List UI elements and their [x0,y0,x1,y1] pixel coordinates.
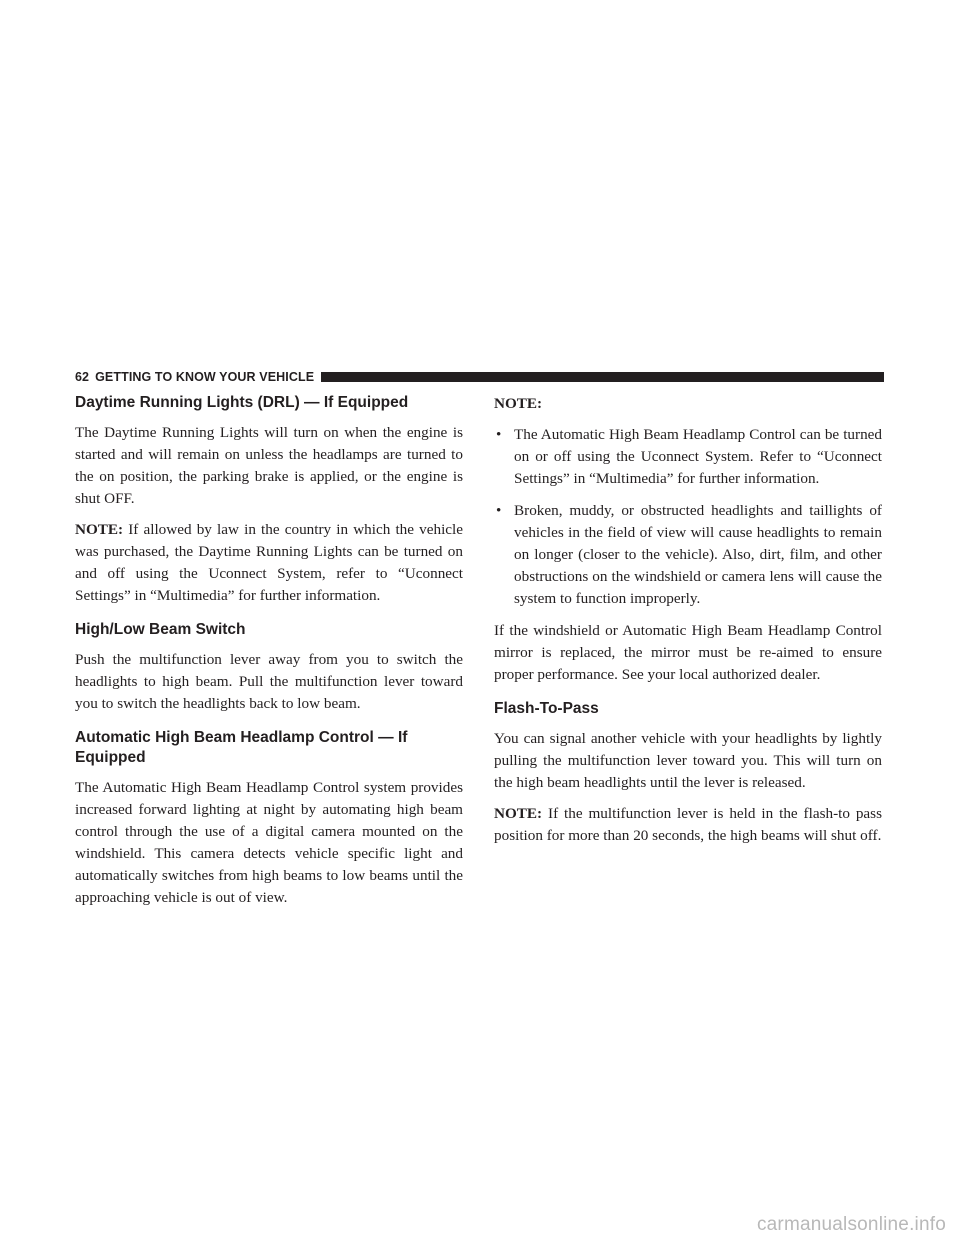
right-column [494,393,882,856]
bullet-text: Broken, muddy, or obstructed headlights and taillights of vehicles in the field of view will cause headlights to remain on longer (closer to the vehicle). Also, dirt, film, and other obstructions on the windshield or camera lens will cause the system to function improperly. [514,502,882,607]
list-item [494,424,882,490]
flash-to-pass-body: You can signal another vehicle with your headlights by lightly pulling the multifunction lever toward you. This will turn on the high beam headlights until the lever is released. [494,730,882,791]
note-heading: NOTE: [494,395,543,412]
bullet-text: The Automatic High Beam Headlamp Control can be turned on or off using the Uconnect System. Refer to “Uconnect Settings” in “Multimedia” for further information. [514,426,882,487]
watermark: carmanualsonline.info [756,1214,946,1235]
bullet-icon: • [496,502,502,519]
flash-note-text: If the multifunction lever is held in the flash-to pass position for more than 20 seconds, the high beams will shut off. [494,805,882,844]
left-column [75,393,463,918]
list-item [494,500,882,610]
mirror-paragraph: If the windshield or Automatic High Beam Headlamp Control mirror is replaced, the mirror must be re-aimed to ensure proper performance. See your local authorized dealer. [494,622,882,683]
bullet-icon: • [496,426,502,443]
auto-high-beam-body: The Automatic High Beam Headlamp Control system provides increased forward lighting at night by automating high beam control through the use of a digital camera mounted on the windshield. This camera detects vehicle specific light and automatically switches from high beams to low beams until the approaching vehicle is out of view. [75,779,463,906]
beam-switch-heading: High/Low Beam Switch [75,621,246,638]
header-rule [321,372,884,382]
drl-body: The Daytime Running Lights will turn on when the engine is started and will remain on unless the headlamps are turned to the on position, the parking brake is applied, or the engine is shut OFF. [75,424,463,507]
drl-note-text: If allowed by law in the country in which the vehicle was purchased, the Daytime Running Lights can be turned on and off using the Uconnect System, refer to “Uconnect Settings” in “Multimedia” for further information. [75,521,464,604]
drl-note [75,519,463,607]
section-title: GETTING TO KNOW YOUR VEHICLE [95,370,315,384]
drl-heading: Daytime Running Lights (DRL) — If Equipped [75,394,409,411]
page-header [75,369,884,385]
flash-to-pass-note [494,803,882,847]
auto-high-beam-heading: Automatic High Beam Headlamp Control — If Equipped [75,729,408,766]
beam-switch-body: Push the multifunction lever away from you to switch the headlights to high beam. Pull the multifunction lever toward you to switch the headlights back to low beam. [75,651,463,712]
page-number: 62 [75,370,90,384]
flash-to-pass-heading: Flash-To-Pass [494,700,599,717]
drl-note-label: NOTE: [75,521,124,538]
flash-note-label: NOTE: [494,805,543,822]
